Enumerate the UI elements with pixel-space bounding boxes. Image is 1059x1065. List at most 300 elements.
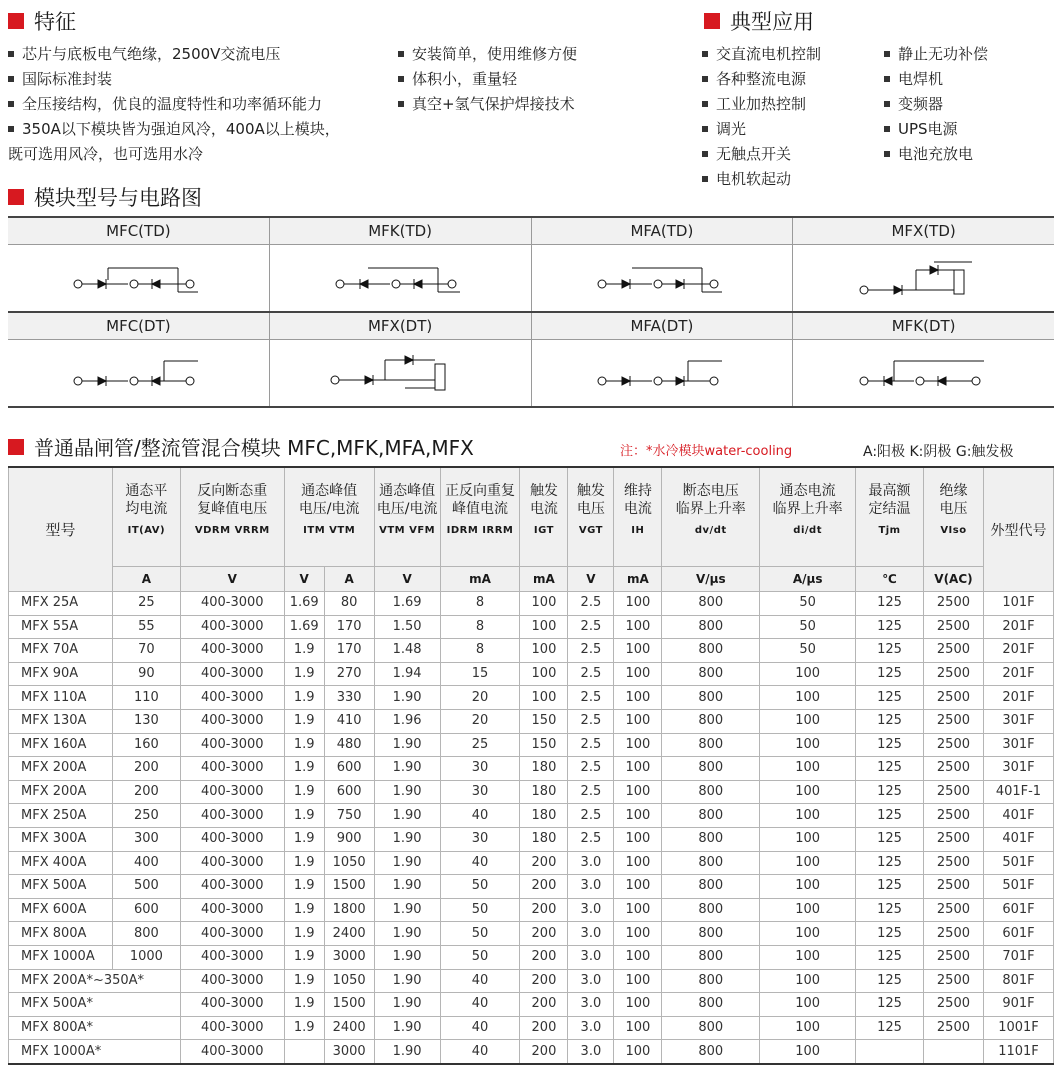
table-cell: 1800 [324, 898, 374, 922]
table-cell: 2500 [923, 615, 983, 639]
table-cell: 125 [856, 898, 924, 922]
table-cell: 801F [983, 969, 1053, 993]
circuit-cell [270, 218, 532, 311]
spec-table-body [9, 592, 1054, 1064]
application-item: 工业加热控制 [702, 92, 821, 117]
table-cell [856, 1040, 924, 1064]
table-cell: 100 [760, 733, 856, 757]
table-cell: 2.5 [568, 709, 614, 733]
model-cell: MFX 500A [9, 875, 113, 899]
table-cell: 200 [520, 993, 568, 1017]
circuit-diagram [270, 245, 531, 311]
table-cell: 100 [614, 851, 662, 875]
applications-title: 典型应用 [704, 6, 814, 36]
table-cell: 125 [856, 969, 924, 993]
table-cell: 125 [856, 827, 924, 851]
col-header: 反向断态重 复峰值电压 VDRM VRRM [180, 467, 284, 567]
table-cell: 100 [760, 780, 856, 804]
table-cell: 125 [856, 709, 924, 733]
table-cell: 901F [983, 993, 1053, 1017]
table-cell: 400 [112, 851, 180, 875]
table-cell: 201F [983, 639, 1053, 663]
circuit-label: MFC(DT) [8, 313, 269, 340]
features-list-right [398, 42, 577, 117]
table-cell: 301F [983, 757, 1053, 781]
table-cell: 50 [440, 945, 520, 969]
circuit-diagram [532, 245, 793, 311]
table-cell: 1.9 [284, 686, 324, 710]
table-cell: 40 [440, 1040, 520, 1064]
table-cell: 125 [856, 993, 924, 1017]
table-row [9, 780, 1054, 804]
circuit-row [8, 216, 1054, 311]
table-cell: 100 [760, 875, 856, 899]
table-cell: 100 [614, 686, 662, 710]
model-cell: MFX 110A [9, 686, 113, 710]
table-cell: 1.90 [374, 686, 440, 710]
table-cell: 50 [760, 639, 856, 663]
table-cell: 400-3000 [180, 662, 284, 686]
table-row [9, 615, 1054, 639]
table-cell: 300 [112, 827, 180, 851]
table-cell: 40 [440, 851, 520, 875]
table-cell: 1.9 [284, 851, 324, 875]
table-cell: 1.9 [284, 827, 324, 851]
table-cell: 180 [520, 780, 568, 804]
features-title: 特征 [8, 6, 76, 36]
table-cell: 1.9 [284, 780, 324, 804]
table-cell: 480 [324, 733, 374, 757]
table-cell: 1.90 [374, 1040, 440, 1064]
table-cell: 3.0 [568, 851, 614, 875]
table-cell: 2500 [923, 827, 983, 851]
table-cell: 1.90 [374, 993, 440, 1017]
col-header: 通态峰值 电压/电流 VTM VFM [374, 467, 440, 567]
table-cell: 301F [983, 733, 1053, 757]
table-cell: 400-3000 [180, 615, 284, 639]
table-cell: 1050 [324, 851, 374, 875]
table-cell: 1.69 [284, 615, 324, 639]
table-cell: 2500 [923, 851, 983, 875]
table-cell: 400-3000 [180, 780, 284, 804]
table-row [9, 922, 1054, 946]
model-cell: MFX 200A*~350A* [9, 969, 181, 993]
outline-code-header: 外型代号 [983, 467, 1053, 592]
table-cell: 3.0 [568, 875, 614, 899]
table-cell: 2500 [923, 780, 983, 804]
table-cell: 800 [662, 993, 760, 1017]
table-cell: 100 [760, 1016, 856, 1040]
table-cell: 2500 [923, 662, 983, 686]
table-cell: 50 [760, 592, 856, 616]
table-cell: 125 [856, 804, 924, 828]
table-cell: 125 [856, 757, 924, 781]
table-cell: 50 [440, 875, 520, 899]
model-cell: MFX 160A [9, 733, 113, 757]
table-cell: 100 [760, 851, 856, 875]
application-item: 各种整流电源 [702, 67, 821, 92]
table-cell: 1.90 [374, 851, 440, 875]
unit-row [9, 567, 1054, 592]
table-section-title: 普通晶闸管/整流管混合模块 MFC,MFK,MFA,MFX [8, 432, 474, 461]
table-cell: 100 [614, 662, 662, 686]
table-cell: 2500 [923, 757, 983, 781]
unit-cell: A [324, 567, 374, 592]
table-cell: 100 [614, 709, 662, 733]
table-cell: 100 [760, 898, 856, 922]
table-cell: 800 [662, 851, 760, 875]
table-cell: 100 [520, 662, 568, 686]
table-cell: 200 [520, 898, 568, 922]
application-item: 电焊机 [884, 67, 988, 92]
table-row [9, 898, 1054, 922]
table-cell: 1.9 [284, 993, 324, 1017]
table-cell: 2.5 [568, 686, 614, 710]
table-cell: 400-3000 [180, 592, 284, 616]
table-cell: 2.5 [568, 615, 614, 639]
table-cell: 400-3000 [180, 945, 284, 969]
circuit-label: MFA(DT) [532, 313, 793, 340]
application-item: 无触点开关 [702, 142, 821, 167]
table-cell: 8 [440, 592, 520, 616]
table-row [9, 969, 1054, 993]
table-cell: 1.90 [374, 898, 440, 922]
table-cell: 80 [324, 592, 374, 616]
table-cell: 125 [856, 945, 924, 969]
feature-item-continued: 既可选用风冷，也可选用水冷 [8, 145, 204, 163]
table-cell: 400-3000 [180, 639, 284, 663]
section-marker-icon [8, 439, 24, 455]
table-cell: 2500 [923, 898, 983, 922]
model-cell: MFX 500A* [9, 993, 181, 1017]
unit-cell: A [112, 567, 180, 592]
table-cell: 180 [520, 827, 568, 851]
table-cell: 2500 [923, 592, 983, 616]
model-cell: MFX 250A [9, 804, 113, 828]
table-cell: 1050 [324, 969, 374, 993]
table-cell: 100 [760, 969, 856, 993]
table-cell: 400-3000 [180, 757, 284, 781]
table-cell: 400-3000 [180, 993, 284, 1017]
circuit-diagram [532, 340, 793, 406]
features-list-left [8, 42, 340, 167]
circuit-cell [793, 218, 1054, 311]
table-row [9, 709, 1054, 733]
circuit-label: MFX(DT) [270, 313, 531, 340]
table-cell: 125 [856, 733, 924, 757]
table-cell: 100 [614, 875, 662, 899]
table-cell: 201F [983, 686, 1053, 710]
table-cell: 55 [112, 615, 180, 639]
table-row [9, 827, 1054, 851]
table-cell: 800 [662, 922, 760, 946]
table-cell: 100 [614, 804, 662, 828]
unit-cell: V(AC) [923, 567, 983, 592]
table-cell: 800 [662, 733, 760, 757]
table-cell: 150 [520, 709, 568, 733]
table-row [9, 639, 1054, 663]
table-cell: 1.90 [374, 1016, 440, 1040]
spec-table [8, 466, 1054, 1065]
table-cell: 800 [662, 662, 760, 686]
table-cell: 3.0 [568, 898, 614, 922]
table-cell: 1001F [983, 1016, 1053, 1040]
table-cell: 100 [614, 639, 662, 663]
table-cell: 100 [520, 686, 568, 710]
col-header: 通态峰值 电压/电流 ITM VTM [284, 467, 374, 567]
table-cell: 130 [112, 709, 180, 733]
table-cell: 2500 [923, 686, 983, 710]
table-cell: 400-3000 [180, 969, 284, 993]
table-cell: 750 [324, 804, 374, 828]
table-cell: 100 [614, 733, 662, 757]
table-cell: 2500 [923, 1016, 983, 1040]
table-cell: 2.5 [568, 827, 614, 851]
table-cell: 3000 [324, 945, 374, 969]
table-cell: 400-3000 [180, 1016, 284, 1040]
table-cell: 200 [520, 1016, 568, 1040]
table-cell: 1.90 [374, 945, 440, 969]
table-cell: 100 [614, 592, 662, 616]
table-cell: 1000 [112, 945, 180, 969]
application-item: 变频器 [884, 92, 988, 117]
application-item: 交直流电机控制 [702, 42, 821, 67]
table-cell: 170 [324, 615, 374, 639]
table-cell: 1.90 [374, 780, 440, 804]
table-cell: 500 [112, 875, 180, 899]
table-row [9, 1016, 1054, 1040]
table-cell: 100 [760, 709, 856, 733]
table-cell: 1.9 [284, 875, 324, 899]
table-cell: 125 [856, 639, 924, 663]
table-row [9, 1040, 1054, 1064]
table-cell: 2.5 [568, 662, 614, 686]
col-header: 最高额 定结温 Tjm [856, 467, 924, 567]
table-cell: 250 [112, 804, 180, 828]
table-cell: 100 [614, 922, 662, 946]
table-row [9, 993, 1054, 1017]
table-cell: 125 [856, 1016, 924, 1040]
table-cell: 100 [614, 993, 662, 1017]
table-cell: 800 [662, 898, 760, 922]
table-cell: 180 [520, 757, 568, 781]
table-cell: 200 [520, 922, 568, 946]
table-cell: 125 [856, 851, 924, 875]
table-cell: 2500 [923, 804, 983, 828]
circuit-cell [532, 218, 794, 311]
table-cell: 1.9 [284, 639, 324, 663]
table-cell: 3.0 [568, 993, 614, 1017]
table-cell: 400-3000 [180, 827, 284, 851]
table-cell: 1.9 [284, 709, 324, 733]
table-cell: 100 [520, 639, 568, 663]
table-row [9, 875, 1054, 899]
table-row [9, 686, 1054, 710]
table-cell: 125 [856, 922, 924, 946]
col-header: 通态平 均电流 IT(AV) [112, 467, 180, 567]
table-cell: 1.9 [284, 662, 324, 686]
circuit-label: MFX(TD) [793, 218, 1054, 245]
table-cell: 601F [983, 922, 1053, 946]
table-cell: 100 [614, 1016, 662, 1040]
table-cell: 3.0 [568, 1016, 614, 1040]
table-cell: 2.5 [568, 804, 614, 828]
table-cell: 125 [856, 662, 924, 686]
circuit-label: MFK(DT) [793, 313, 1054, 340]
table-cell: 330 [324, 686, 374, 710]
table-cell: 800 [662, 827, 760, 851]
table-cell: 2500 [923, 993, 983, 1017]
table-cell: 800 [112, 922, 180, 946]
table-cell: 100 [614, 945, 662, 969]
table-cell: 400-3000 [180, 709, 284, 733]
applications-col1 [702, 42, 821, 192]
table-cell: 800 [662, 709, 760, 733]
col-header: 正反向重复 峰值电流 IDRM IRRM [440, 467, 520, 567]
table-cell: 900 [324, 827, 374, 851]
table-cell: 800 [662, 875, 760, 899]
table-cell: 1.69 [374, 592, 440, 616]
model-cell: MFX 800A* [9, 1016, 181, 1040]
model-cell: MFX 400A [9, 851, 113, 875]
table-cell: 201F [983, 662, 1053, 686]
table-cell: 180 [520, 804, 568, 828]
unit-cell: mA [440, 567, 520, 592]
model-cell: MFX 130A [9, 709, 113, 733]
table-cell: 25 [440, 733, 520, 757]
model-cell: MFX 600A [9, 898, 113, 922]
table-cell: 2.5 [568, 780, 614, 804]
table-cell: 170 [324, 639, 374, 663]
table-cell: 50 [440, 922, 520, 946]
circuit-cell [532, 313, 794, 406]
table-cell: 125 [856, 615, 924, 639]
table-row [9, 662, 1054, 686]
table-cell: 301F [983, 709, 1053, 733]
application-item: 静止无功补偿 [884, 42, 988, 67]
unit-cell: mA [520, 567, 568, 592]
table-cell: 100 [614, 969, 662, 993]
table-cell: 1.90 [374, 922, 440, 946]
model-cell: MFX 70A [9, 639, 113, 663]
table-cell: 1.50 [374, 615, 440, 639]
table-cell: 50 [760, 615, 856, 639]
table-cell: 1.90 [374, 804, 440, 828]
table-cell: 600 [324, 780, 374, 804]
application-item: 电池充放电 [884, 142, 988, 167]
table-cell: 125 [856, 780, 924, 804]
circuit-diagram [793, 245, 1054, 311]
table-cell: 50 [440, 898, 520, 922]
table-cell: 400-3000 [180, 733, 284, 757]
table-cell: 100 [614, 827, 662, 851]
model-cell: MFX 55A [9, 615, 113, 639]
table-cell: 400-3000 [180, 922, 284, 946]
table-cell: 2.5 [568, 639, 614, 663]
table-cell: 701F [983, 945, 1053, 969]
table-cell: 100 [760, 662, 856, 686]
model-cell: MFX 1000A* [9, 1040, 181, 1064]
table-cell: 100 [520, 615, 568, 639]
table-cell: 100 [614, 615, 662, 639]
col-header: 触发 电流 IGT [520, 467, 568, 567]
circuit-cell [8, 313, 270, 406]
table-cell: 1.9 [284, 1016, 324, 1040]
table-cell: 401F [983, 827, 1053, 851]
section-marker-icon [8, 13, 24, 29]
table-cell: 100 [760, 1040, 856, 1064]
table-cell: 800 [662, 945, 760, 969]
unit-cell: V/μs [662, 567, 760, 592]
table-cell: 800 [662, 1016, 760, 1040]
table-cell: 3.0 [568, 922, 614, 946]
table-cell: 1.94 [374, 662, 440, 686]
table-row [9, 804, 1054, 828]
circuit-diagram [8, 340, 269, 406]
table-cell: 2500 [923, 922, 983, 946]
unit-cell: V [180, 567, 284, 592]
table-cell: 401F [983, 804, 1053, 828]
table-cell: 800 [662, 969, 760, 993]
table-cell: 1.9 [284, 757, 324, 781]
circuit-label: MFA(TD) [532, 218, 793, 245]
col-header: 断态电压 临界上升率 dv/dt [662, 467, 760, 567]
table-row [9, 592, 1054, 616]
circuit-diagram-grid [8, 216, 1054, 408]
table-cell: 2.5 [568, 733, 614, 757]
feature-item: 安装简单，使用维修方便 [398, 42, 577, 67]
table-cell: 400-3000 [180, 804, 284, 828]
table-cell: 25 [112, 592, 180, 616]
table-cell: 200 [112, 757, 180, 781]
circuits-title: 模块型号与电路图 [8, 182, 202, 212]
table-cell: 15 [440, 662, 520, 686]
table-cell: 1.9 [284, 804, 324, 828]
circuit-cell [8, 218, 270, 311]
table-cell: 200 [520, 851, 568, 875]
table-cell: 2400 [324, 1016, 374, 1040]
table-cell: 400-3000 [180, 1040, 284, 1064]
table-cell: 2400 [324, 922, 374, 946]
table-cell: 3.0 [568, 1040, 614, 1064]
table-cell: 100 [760, 922, 856, 946]
unit-cell: V [374, 567, 440, 592]
table-cell: 1.90 [374, 827, 440, 851]
table-cell: 100 [614, 898, 662, 922]
table-cell: 40 [440, 1016, 520, 1040]
table-cell: 30 [440, 780, 520, 804]
table-cell: 800 [662, 780, 760, 804]
table-cell: 1.69 [284, 592, 324, 616]
table-cell: 100 [760, 686, 856, 710]
table-cell: 8 [440, 639, 520, 663]
table-cell: 601F [983, 898, 1053, 922]
table-cell: 2500 [923, 875, 983, 899]
table-cell: 2.5 [568, 592, 614, 616]
table-cell: 3000 [324, 1040, 374, 1064]
table-cell: 800 [662, 592, 760, 616]
unit-cell: A/μs [760, 567, 856, 592]
table-cell: 200 [520, 875, 568, 899]
unit-cell: V [568, 567, 614, 592]
table-cell: 110 [112, 686, 180, 710]
table-cell: 2500 [923, 969, 983, 993]
table-cell: 1.90 [374, 757, 440, 781]
col-header: 维持 电流 IH [614, 467, 662, 567]
table-cell: 1.9 [284, 898, 324, 922]
table-cell: 1.9 [284, 945, 324, 969]
model-cell: MFX 300A [9, 827, 113, 851]
